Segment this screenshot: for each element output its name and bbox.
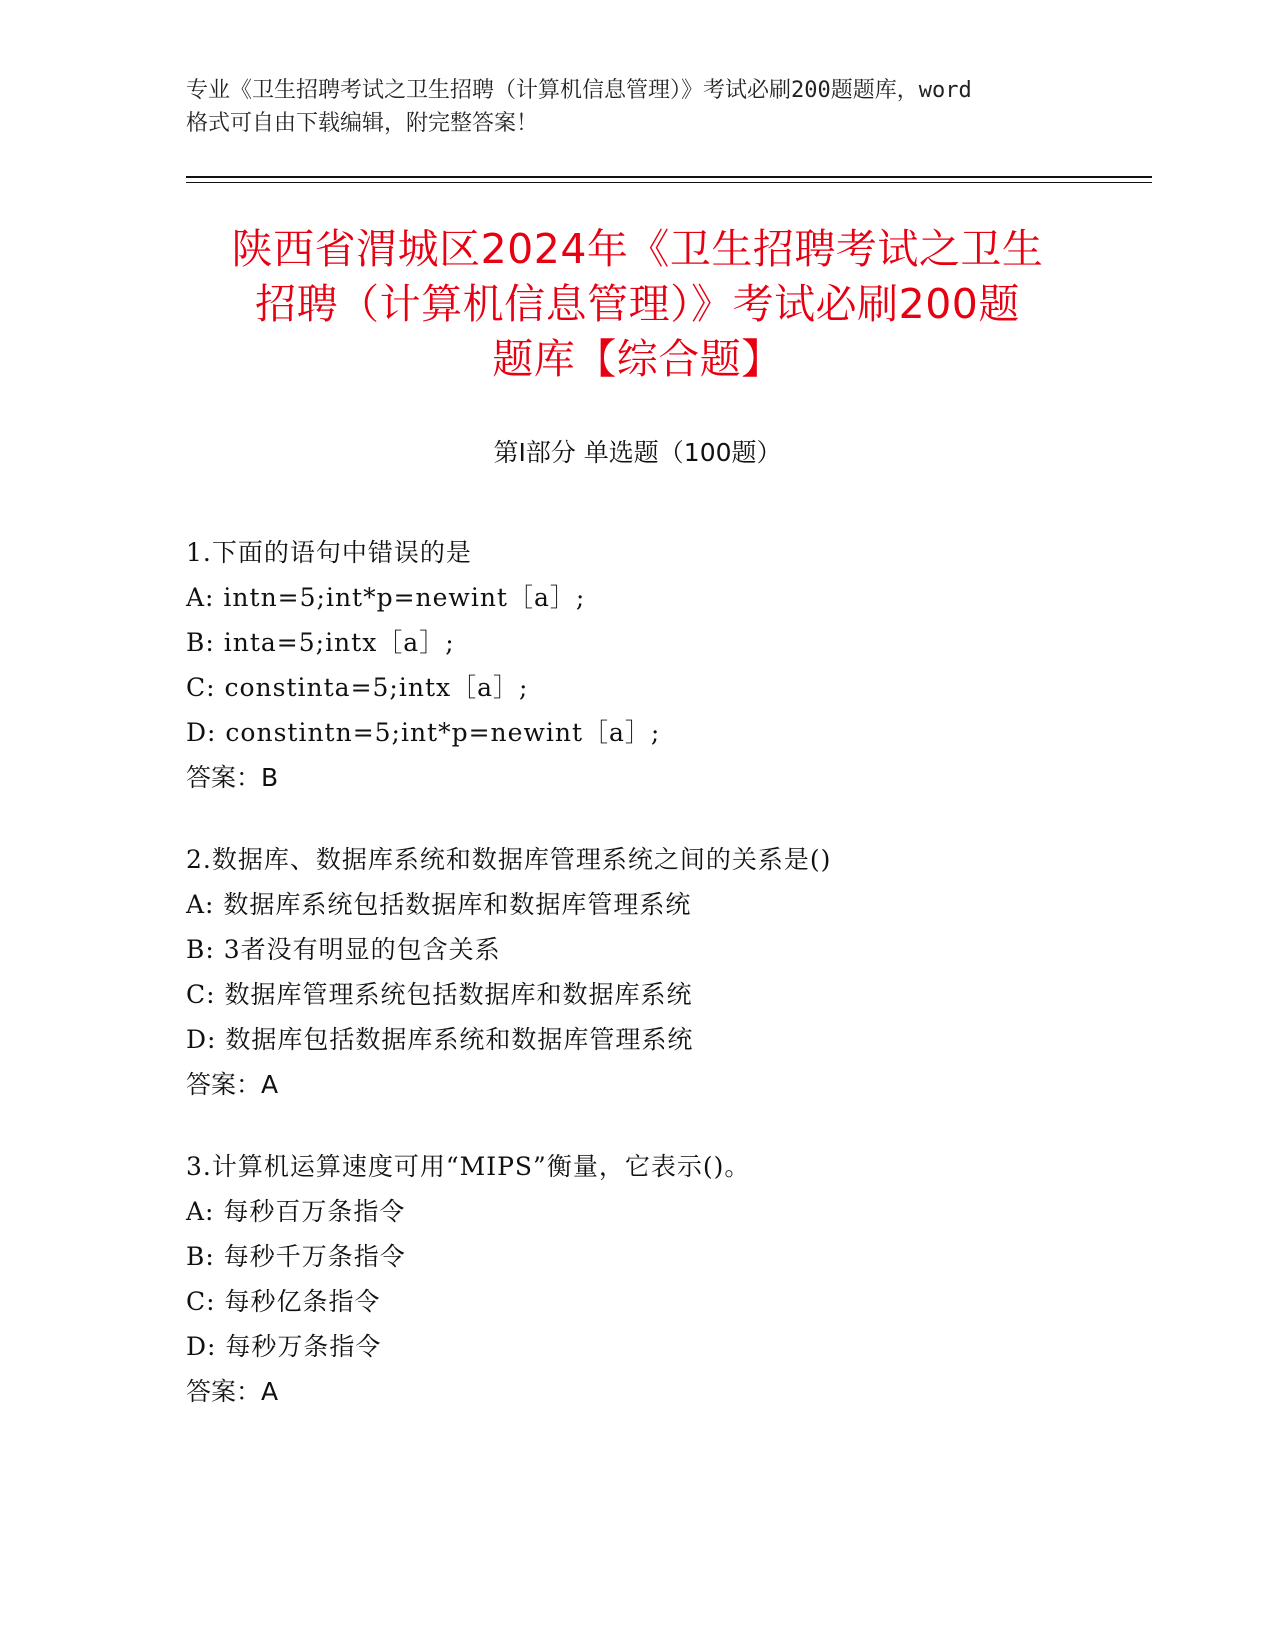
title-line-3: 题库【综合题】 [492,335,783,383]
question-stem: 1.下面的语句中错误的是 [186,538,472,567]
question-1 [186,530,1146,800]
answer: 答案：A [186,1377,279,1406]
option-b: B: 每秒千万条指令 [186,1242,406,1271]
header-divider-thick [186,176,1152,178]
document-title [180,222,1095,387]
answer: 答案：A [186,1070,279,1099]
part-heading: 第I部分 单选题（100题） [493,438,782,467]
option-a: A: intn=5;int*p=newint［a］; [186,583,586,612]
option-a: A: 数据库系统包括数据库和数据库管理系统 [186,890,692,919]
header-note [186,74,1086,140]
option-b: B: 3者没有明显的包含关系 [186,935,501,964]
option-d: D: 每秒万条指令 [186,1332,382,1361]
question-stem: 2.数据库、数据库系统和数据库管理系统之间的关系是() [186,845,832,874]
title-line-1: 陕西省渭城区2024年《卫生招聘考试之卫生 [231,225,1044,273]
option-c: C: 每秒亿条指令 [186,1287,381,1316]
question-2 [186,837,1146,1107]
option-c: C: constinta=5;intx［a］; [186,673,529,702]
option-a: A: 每秒百万条指令 [186,1197,406,1226]
option-c: C: 数据库管理系统包括数据库和数据库系统 [186,980,693,1009]
option-b: B: inta=5;intx［a］; [186,628,455,657]
question-stem: 3.计算机运算速度可用“MIPS”衡量，它表示()。 [186,1152,751,1181]
header-note-line-2: 格式可自由下载编辑，附完整答案！ [186,111,539,136]
option-d: D: constintn=5;int*p=newint［a］; [186,718,661,747]
question-3 [186,1144,1146,1414]
title-line-2: 招聘（计算机信息管理）》考试必刷200题 [255,280,1020,328]
header-divider-thin [186,182,1152,183]
answer: 答案：B [186,763,279,792]
header-note-line-1: 专业《卫生招聘考试之卫生招聘（计算机信息管理）》考试必刷200题题库，word [186,78,972,103]
question-list [186,530,1146,1451]
option-d: D: 数据库包括数据库系统和数据库管理系统 [186,1025,694,1054]
